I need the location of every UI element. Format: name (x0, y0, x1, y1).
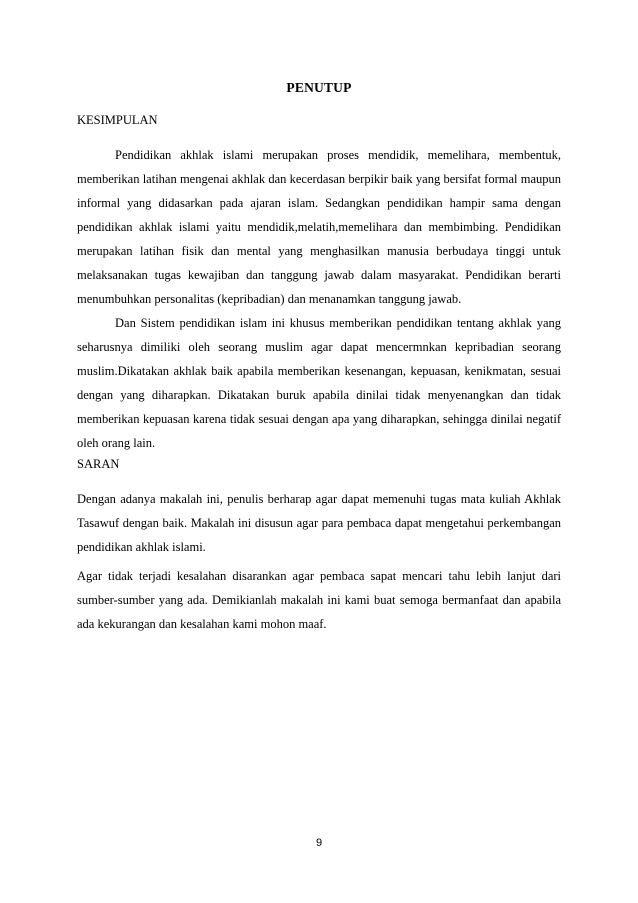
paragraph-saran-1: Dengan adanya makalah ini, penulis berharap agar dapat memenuhi tugas mata kuliah Akhlak Tasawuf dengan baik. Makalah ini disusun agar para pembaca dapat mengetahui perkembangan pendidikan akhlak islami. (77, 492, 561, 554)
page-title: PENUTUP (286, 80, 352, 95)
section-heading-kesimpulan: KESIMPULAN (77, 113, 158, 127)
paragraph-kesimpulan-2: Dan Sistem pendidikan islam ini khusus memberikan pendidikan tentang akhlak yang seharusnya dimiliki oleh seorang muslim agar dapat mencermnkan kepribadian seorang muslim.Dikatakan akhlak baik apabila memberikan kesenangan, kepuasan, kenikmatan, sesuai dengan yang diharapkan. Dikatakan buruk apabila dinilai tidak menyenangkan dan tidak memberikan kepuasan karena tidak sesuai dengan apa yang diharapkan, sehingga dinilai negatif oleh orang lain. (77, 316, 561, 450)
paragraph-saran-2: Agar tidak terjadi kesalahan disarankan agar pembaca sapat mencari tahu lebih lanjut dari sumber-sumber yang ada. Demikianlah makalah ini kami buat semoga bermanfaat dan apabila ada kekurangan dan kesalahan kami mohon maaf. (77, 569, 561, 631)
page-number: 9 (315, 837, 323, 849)
paragraph-kesimpulan-1: Pendidikan akhlak islami merupakan proses mendidik, memelihara, membentuk, memberikan latihan mengenai akhlak dan kecerdasan berpikir baik yang bersifat formal maupun informal yang didasarkan pada ajaran islam. Sedangkan pendidikan hampir sama dengan pendidikan akhlak islami yaitu mendidik,melatih,memelihara dan membimbing. Pendidikan merupakan latihan fisik dan mental yang menghasilkan manusia berbudaya tinggi untuk melaksanakan tugas kewajiban dan tanggung jawab dalam masyarakat. Pendidikan berarti menumbuhkan personalitas (kepribadian) dan menanamkan tanggung jawab. (77, 148, 561, 306)
section-heading-saran: SARAN (77, 457, 120, 471)
